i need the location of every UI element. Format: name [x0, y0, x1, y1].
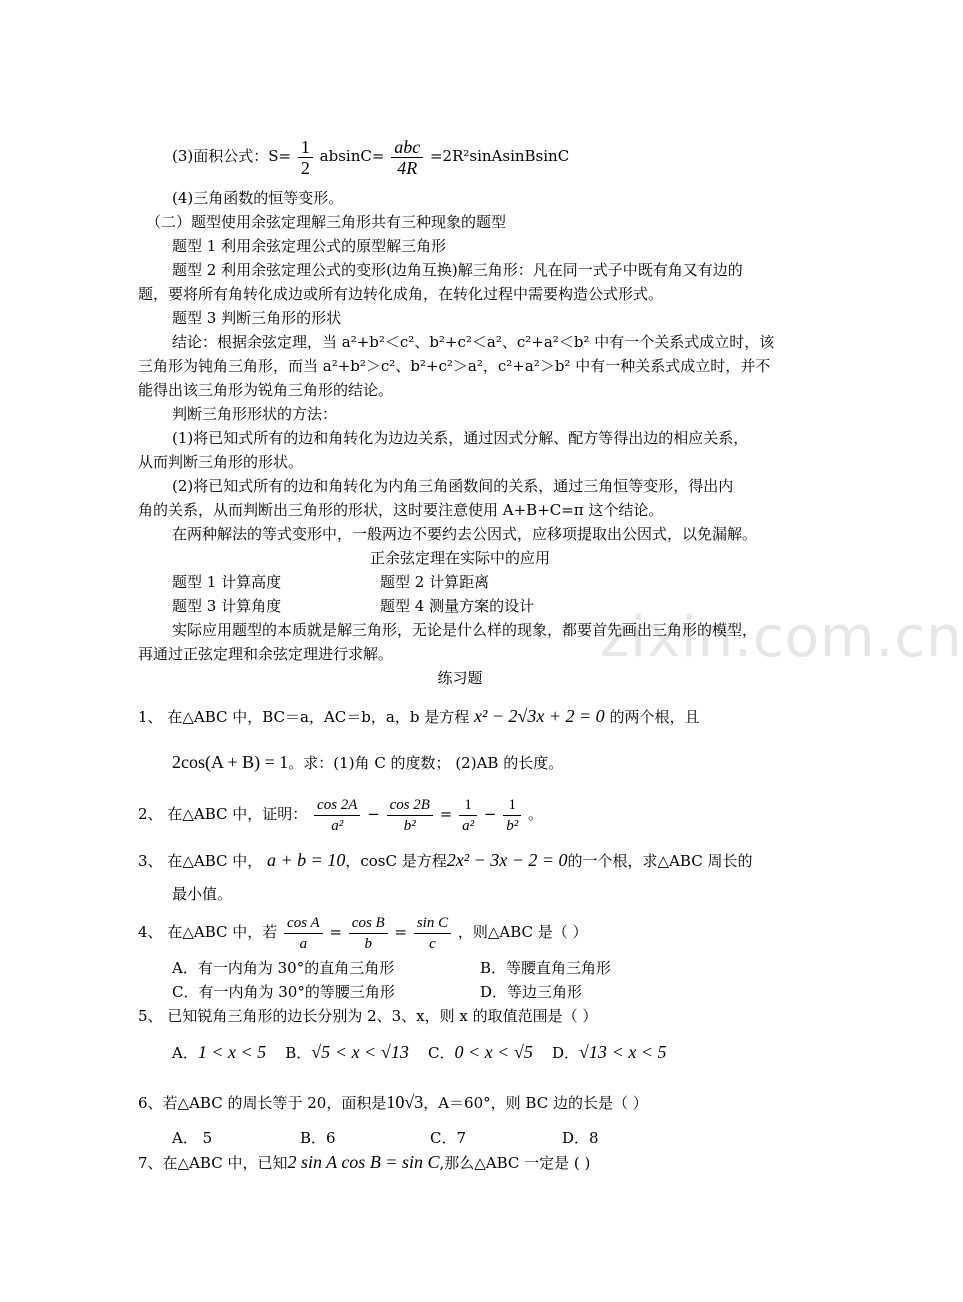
method-2-line-b: 角的关系，从而判断出三角形的形状，这时要注意使用 A+B+C=π 这个结论。: [138, 501, 664, 519]
fraction-abc-4r: $\frac{\text{abc}}{4R}$: [391, 137, 423, 178]
type-1: 题型 1 利用余弦定理公式的原型解三角形: [172, 237, 447, 255]
q5-options: [172, 1042, 667, 1063]
q4-option-a: A．有一内角为 30°的直角三角形: [172, 959, 395, 977]
section-2-heading: （二）题型使用余弦定理解三角形共有三种现象的题型: [146, 213, 507, 231]
q6-option-d: D．8: [562, 1129, 599, 1147]
application-type-1: 题型 1 计算高度: [172, 573, 282, 591]
area-formula-prefix: (3)面积公式：S=: [172, 147, 292, 165]
q4-option-c: C．有一内角为 30°的等腰三角形: [172, 983, 395, 1001]
q6-option-c: C．7: [430, 1129, 467, 1147]
method-1-line-b: 从而判断三角形的形状。: [138, 453, 304, 471]
q4-option-d: D．等边三角形: [480, 983, 583, 1001]
method-1-line-a: (1)将已知式所有的边和角转化为边边关系，通过因式分解、配方等得出边的相应关系，: [172, 429, 749, 447]
line-4: (4)三角函数的恒等变形。: [172, 189, 344, 207]
question-5: 5、 已知锐角三角形的边长分别为 2、3、x，则 x 的取值范围是（ ）: [138, 1007, 598, 1025]
question-6: 6、若△ABC 的周长等于 20，面积是10√3，A＝60°，则 BC 边的长是（ ）: [138, 1092, 648, 1112]
area-formula-suffix: =2R²sinAsinBsinC: [429, 147, 570, 165]
conclusion-line-c: 能得出该三角形为锐角三角形的结论。: [138, 381, 394, 399]
q6-option-a: A． 5: [172, 1129, 213, 1147]
watermark: zixin.com.cn: [600, 605, 963, 670]
conclusion-line-b: 三角形为钝角三角形，而当 a²+b²＞c²、b²+c²＞a²，c²+a²＞b² 中有一种关系式成立时，并不: [138, 357, 771, 375]
question-4: 4、 在△ABC 中，若 $\frac{\text{cos A}}{a}$ = $\frac{\text{cos B}}{b}$ = $\frac{\text{sin C}}{c}$ ，则△ABC 是（ ）: [138, 914, 588, 952]
question-1-line-a: 1、 在△ABC 中，BC＝a，AC＝b，a，b 是方程 x² − 2√3x + 2 = 0 的两个根，且: [138, 706, 700, 726]
question-1-line-b: 2cos(A + B) = 1。求：(1)角 C 的度数； (2)AB 的长度。: [172, 752, 564, 772]
exercise-title: 练习题: [437, 669, 483, 687]
question-2: 2、 在△ABC 中，证明： $\frac{\cos 2A}{\text{a²}}$ − $\frac{\cos 2B}{\text{b²}}$ = $\frac{1}{\text{a²}}$ − $\frac{1}{\text{b²}}$ 。: [138, 796, 543, 834]
application-type-2: 题型 2 计算距离: [380, 573, 490, 591]
q5-option-d: D．√13 < x < 5: [552, 1042, 667, 1062]
q1-condition: 2cos(A + B) = 1: [172, 752, 289, 772]
application-type-4: 题型 4 测量方案的设计: [380, 597, 535, 615]
method-2-line-a: (2)将已知式所有的边和角转化为内角三角函数间的关系，通过三角恒等变形，得出内: [172, 477, 734, 495]
q5-option-b: B．√5 < x < √13: [285, 1042, 409, 1062]
application-title: 正余弦定理在实际中的应用: [369, 549, 550, 567]
note-line: 在两种解法的等式变形中，一般两边不要约去公因式，应移项提取出公因式，以免漏解。: [172, 525, 758, 543]
q4-option-b: B．等腰直角三角形: [480, 959, 612, 977]
application-type-3: 题型 3 计算角度: [172, 597, 282, 615]
area-formula-line: [172, 134, 569, 178]
essence-line-b: 再通过正弦定理和余弦定理进行求解。: [138, 645, 394, 663]
question-3-line-b: 最小值。: [172, 885, 233, 903]
type-2-line-b: 题，要将所有角转化成边或所有边转化成角，在转化过程中需要构造公式形式。: [138, 285, 664, 303]
type-3: 题型 3 判断三角形的形状: [172, 309, 342, 327]
method-title: 判断三角形形状的方法：: [172, 405, 338, 423]
q5-option-c: C．0 < x < √5: [427, 1042, 533, 1062]
q5-option-a: A．1 < x < 5: [172, 1042, 267, 1062]
question-7: 7、在△ABC 中，已知2 sin A cos B = sin C,那么△ABC 一定是 ( ): [138, 1152, 591, 1172]
type-2-line-a: 题型 2 利用余弦定理公式的变形(边角互换)解三角形：凡在同一式子中既有角又有边的: [172, 261, 743, 279]
essence-line-a: 实际应用题型的本质就是解三角形，无论是什么样的现象，都要首先画出三角形的模型，: [172, 621, 758, 639]
fraction-one-half: $\frac{1}{2}$: [298, 137, 313, 178]
conclusion-line-a: 结论：根据余弦定理，当 a²+b²＜c²、b²+c²＜a²、c²+a²＜b² 中有一个关系式成立时，该: [172, 333, 775, 351]
area-formula-mid: absinC=: [319, 147, 385, 165]
question-3-line-a: 3、 在△ABC 中， a + b = 10，cosC 是方程2x² − 3x − 2 = 0的一个根，求△ABC 周长的: [138, 850, 753, 870]
q1-equation: x² − 2√3x + 2 = 0: [473, 706, 605, 726]
q6-option-b: B．6: [300, 1129, 336, 1147]
